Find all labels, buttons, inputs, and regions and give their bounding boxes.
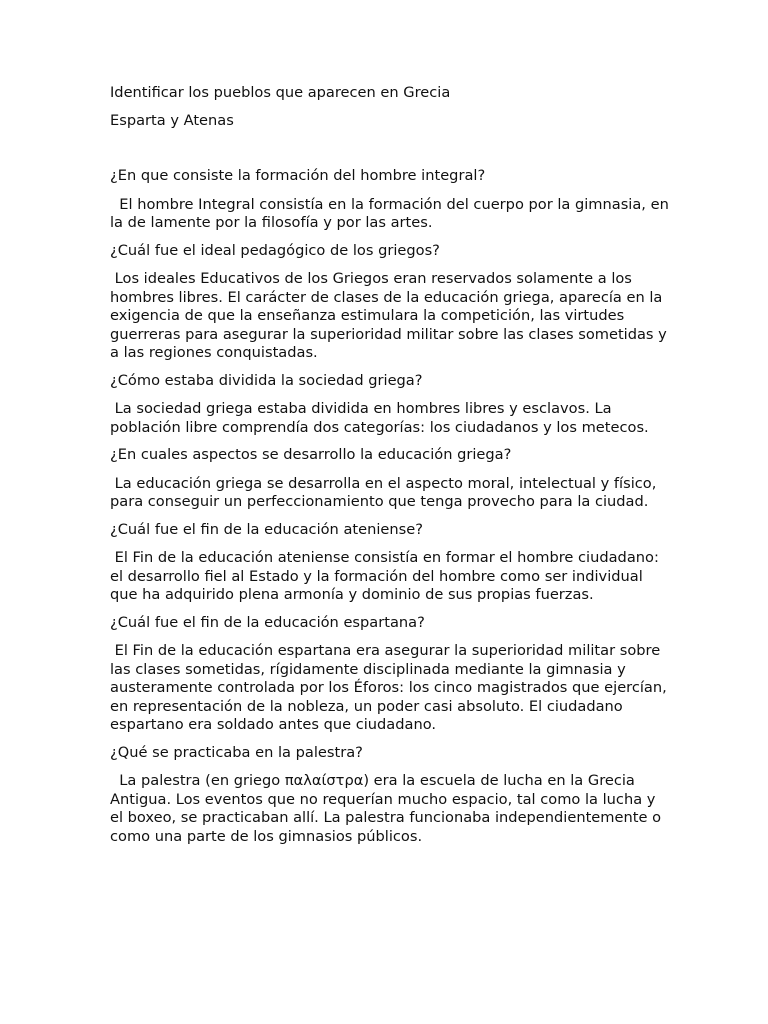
question-text: ¿En cuales aspectos se desarrollo la educación griega?: [110, 446, 512, 463]
qa-block-1: [110, 167, 674, 233]
qa-block-4: [110, 446, 670, 512]
question-text: ¿Cuál fue el ideal pedagógico de los griegos?: [110, 241, 440, 259]
answer-text: La sociedad griega estaba dividida en hombres libres y esclavos. La población libre comprendía dos categorías: los ciudadanos y los metecos.: [110, 400, 649, 436]
question-text: ¿En que consiste la formación del hombre integral?: [110, 167, 486, 184]
answer-text: El Fin de la educación ateniense consistía en formar el hombre ciudadano: el desarrollo fiel al Estado y la formación del hombre como ser individual que ha adquirido plena armonía y dominio de sus propias fuerzas.: [110, 549, 664, 603]
answer-text: El Fin de la educación espartana era asegurar la superioridad militar sobre las clases sometidas, rígidamente disciplinada mediante la gimnasia y austeramente controlada por los Éforos: los cinco magistrados que ejercían, en representación de la nobleza, un poder casi absoluto. El ciudadano espartano era soldado antes que ciudadano.: [110, 642, 672, 733]
document-subtitle: Esparta y Atenas: [110, 111, 234, 129]
qa-block-6: [110, 614, 670, 735]
answer-text: La educación griega se desarrolla en el aspecto moral, intelectual y físico, para conseguir un perfeccionamiento que tenga provecho para la ciudad.: [110, 474, 661, 510]
qa-block-2: [110, 242, 670, 363]
document-page: [110, 84, 674, 855]
qa-block-3: [110, 372, 670, 438]
qa-block-7: [110, 744, 670, 847]
answer-text: La palestra (en griego παλαίστρα) era la escuela de lucha en la Grecia Antigua. Los eventos que no requerían mucho espacio, tal como la lucha y el boxeo, se practicaban allí. La palestra funcionaba independientemente o como una parte de los gimnasios públicos.: [110, 772, 666, 845]
question-text: ¿Cómo estaba dividida la sociedad griega?: [110, 371, 423, 389]
question-text: ¿Qué se practicaba en la palestra?: [110, 743, 363, 761]
answer-text: El hombre Integral consistía en la formación del cuerpo por la gimnasia, en la de lamente por la filosofía y por las artes.: [110, 195, 674, 231]
answer-text: Los ideales Educativos de los Griegos eran reservados solamente a los hombres libres. El carácter de clases de la educación griega, aparecía en la exigencia de que la enseñanza estimulara la competición, las virtudes guerreras para asegurar la superioridad militar sobre las clases sometidas y a las regiones conquistadas.: [110, 270, 672, 361]
qa-block-5: [110, 521, 670, 605]
question-text: ¿Cuál fue el fin de la educación ateniense?: [110, 520, 423, 538]
document-title: Identificar los pueblos que aparecen en Grecia: [110, 84, 451, 101]
question-text: ¿Cuál fue el fin de la educación espartana?: [110, 613, 425, 631]
